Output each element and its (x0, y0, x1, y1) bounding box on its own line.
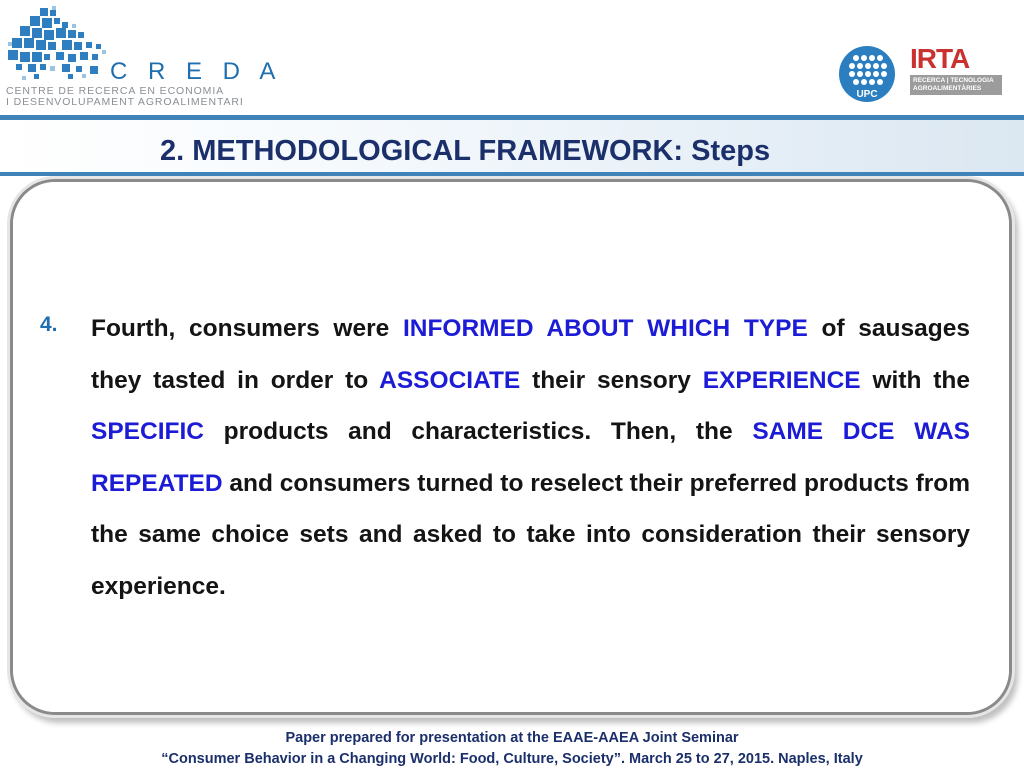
irta-tagline-line1: RECERCA | TECNOLOGIA (913, 77, 994, 84)
highlighted-phrase: EXPERIENCE (702, 366, 861, 394)
creda-pixel-mark-icon (6, 6, 110, 86)
text-segment: their sensory (520, 366, 703, 394)
highlighted-phrase: SAME DCE WAS REPEATED (91, 418, 970, 497)
step-number: 4. (40, 313, 58, 336)
creda-subtitle (6, 86, 244, 108)
footer (0, 728, 1024, 770)
highlighted-phrase: SPECIFIC (91, 418, 204, 445)
header (0, 0, 1024, 115)
creda-subtitle-line1: CENTRE DE RECERCA EN ECONOMIA (6, 85, 225, 97)
irta-wordmark: IRTA (910, 43, 970, 74)
creda-logo (6, 6, 286, 110)
highlighted-phrase: INFORMED ABOUT WHICH TYPE (402, 315, 808, 342)
footer-line1: Paper prepared for presentation at the EAAE-AAEA Joint Seminar (285, 730, 739, 746)
creda-wordmark: C R E D A (110, 58, 283, 85)
text-segment: products and characteristics. Then, the (204, 418, 753, 445)
creda-subtitle-line2: I DESENVOLUPAMENT AGROALIMENTARI (6, 96, 244, 108)
footer-line2: “Consumer Behavior in a Changing World: Food, Culture, Society”. March 25 to 27, 2015. Naples, Italy (161, 751, 863, 767)
upc-logo-icon (838, 45, 896, 103)
slide-title: 2. METHODOLOGICAL FRAMEWORK: Steps (160, 135, 771, 167)
irta-tagline-line2: AGROALIMENTÀRIES (913, 85, 982, 92)
irta-logo (910, 45, 1006, 99)
upc-label: UPC (856, 89, 878, 100)
text-segment: with the (860, 366, 970, 394)
text-segment: of sausages they tasted in order to (91, 315, 970, 394)
title-band (0, 115, 1024, 176)
irta-tagline (910, 75, 1002, 95)
highlighted-phrase: ASSOCIATE (379, 366, 521, 394)
text-segment: Fourth, consumers were (91, 315, 403, 342)
step-text (91, 303, 970, 612)
text-segment: and consumers turned to reselect their preferred products from the same choice sets and asked to take into consideration their sensory experience. (91, 469, 971, 600)
